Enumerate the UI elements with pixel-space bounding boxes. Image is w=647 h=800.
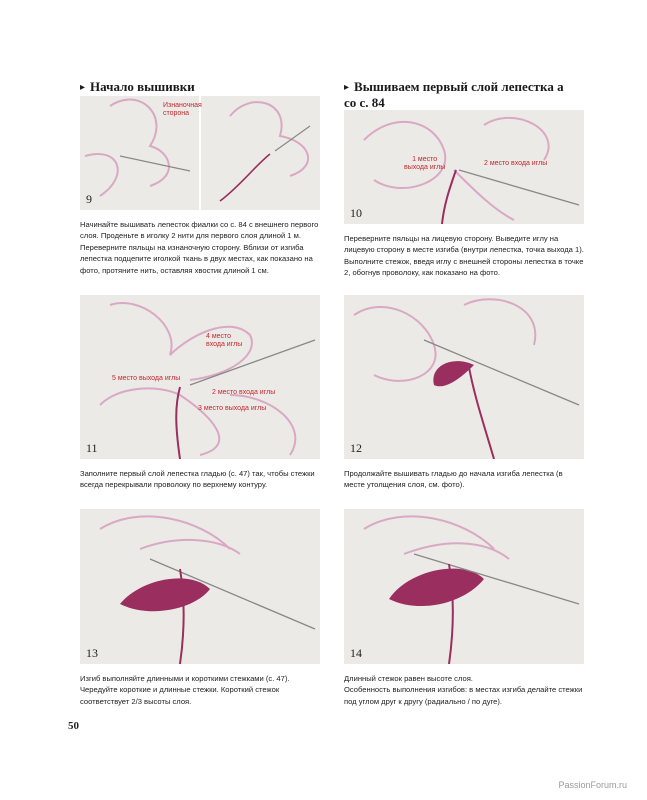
step-photo-13 [80,509,320,664]
section-heading-right [344,80,564,110]
annotation: Изнаночная сторона [163,102,202,117]
step-number: 9 [86,192,92,206]
step-number: 12 [350,441,362,455]
step-photo-12 [344,295,584,459]
embroidery-photo [344,509,584,664]
embroidery-photo [344,110,584,224]
annotation: 2 место входа иглы [212,389,276,396]
arrow-right-icon: ▸ [344,82,350,93]
step-photo-9 [80,96,320,210]
step-number: 14 [350,646,362,660]
heading-text-line2: со с. 84 [344,95,385,110]
page-number: 50 [68,720,79,732]
section-heading-left [80,80,195,96]
annotation: 5 место выхода иглы [112,375,181,382]
step-photo-10 [344,110,584,224]
step-caption-13: Изгиб выполняйте длинными и короткими стежками (с. 47). Чередуйте короткие и длинные стежки. Короткий стежок соответствует 2/3 высоты слоя. [80,674,290,706]
annotation: 4 место входа иглы [206,333,243,348]
annotation: 2 место входа иглы [484,160,548,167]
embroidery-photo [80,509,320,664]
arrow-right-icon: ▸ [80,82,86,93]
step-caption-14: Длинный стежок равен высоте слоя. Особенность выполнения изгибов: в местах изгиба делайте стежки под углом друг к другу (радиально / по дуге). [344,674,583,706]
heading-text-line1: Вышиваем первый слой лепестка а [354,79,564,94]
step-number: 10 [350,206,362,220]
step-number: 13 [86,646,98,660]
step-caption-10: Переверните пяльцы на лицевую сторону. Выведите иглу на лицевую сторону в месте изгиба (внутри лепестка, точка выхода 1). Выполните стежок, введя иглу с внешней стороны лепестка в точке 2, обогнув проволоку, как показано на фото. [344,234,584,278]
watermark: PassionForum.ru [558,780,627,790]
heading-text: Начало вышивки [90,79,195,94]
step-number: 11 [86,441,98,455]
step-caption-9: Начинайте вышивать лепесток фиалки со с. 84 с внешнего первого слоя. Проденьте в иголку 2 нити для первого слоя длиной 1 м. Переверните пяльцы на изнаночную сторону. Вблизи от изгиба лепестка подцепите иголкой ткань в двух местах, как показано на фото, протяните нить, оставляя хвостик длиной 1 см. [80,220,319,275]
step-caption-11: Заполните первый слой лепестка гладью (с. 47) так, чтобы стежки всегда перекрывали проволоку по верхнему контуру. [80,469,315,490]
step-caption-12: Продолжайте вышивать гладью до начала изгиба лепестка (в месте утолщения слоя, см. фото). [344,469,563,490]
annotation: 3 место выхода иглы [198,405,267,412]
step-photo-11 [80,295,320,459]
embroidery-photo [344,295,584,459]
step-photo-14 [344,509,584,664]
annotation: 1 место выхода иглы [404,156,446,171]
